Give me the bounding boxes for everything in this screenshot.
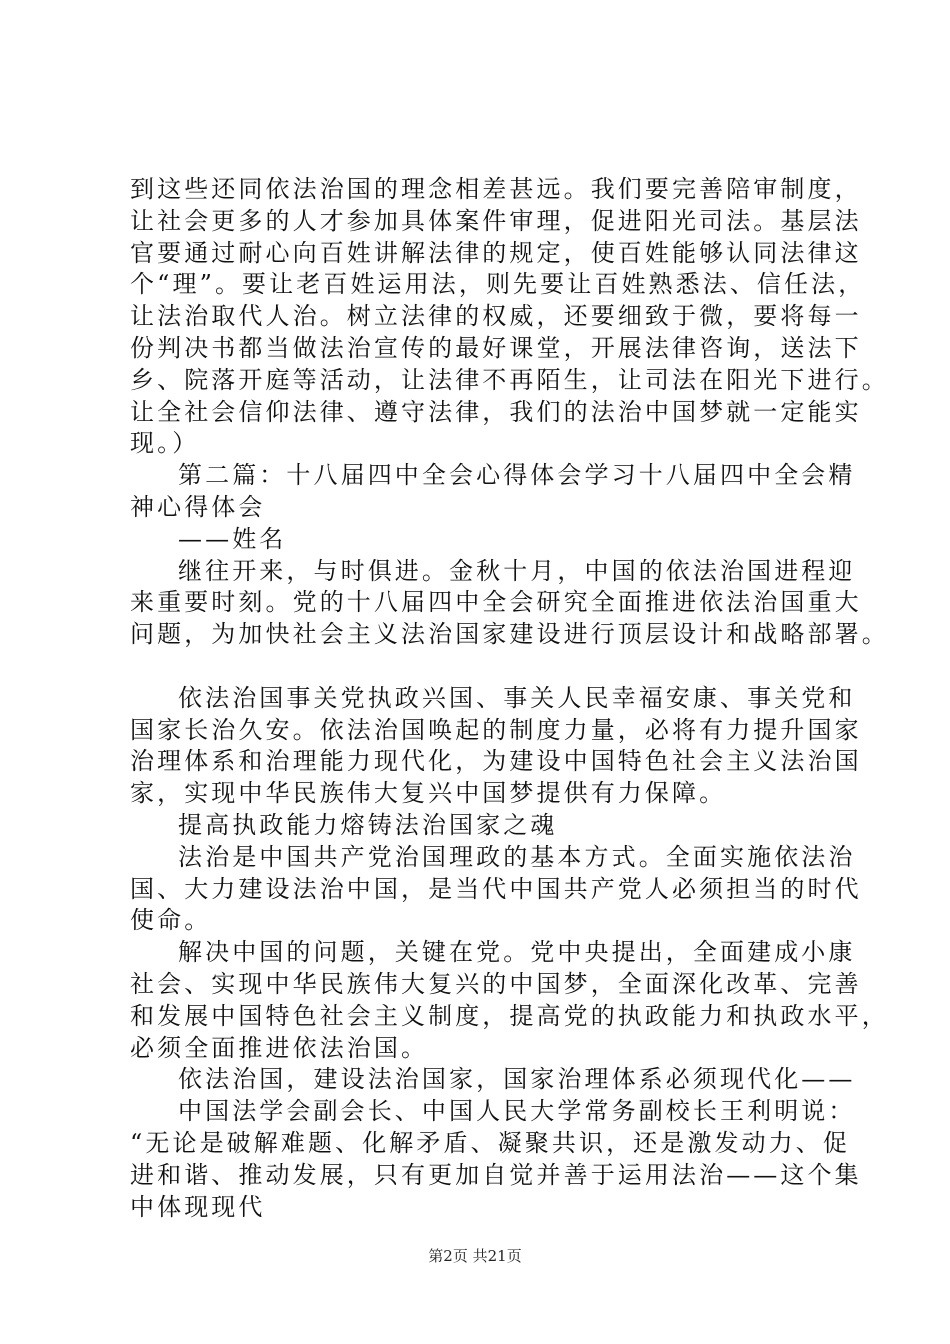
text-line: 来重要时刻。党的十八届四中全会研究全面推进依法治国重大: [130, 588, 862, 617]
text-line: 份判决书都当做法治宣传的最好课堂，开展法律咨询，送法下: [130, 333, 862, 362]
text-line: 和发展中国特色社会主义制度，提高党的执政能力和执政水平，: [130, 1001, 889, 1030]
text-line: 个“理”。要让老百姓运用法，则先要让百姓熟悉法、信任法，: [130, 270, 866, 299]
text-line: 继往开来，与时俱进。金秋十月，中国的依法治国进程迎: [178, 556, 856, 585]
text-line: 让全社会信仰法律、遵守法律，我们的法治中国梦就一定能实: [130, 397, 862, 426]
text-line: “无论是破解难题、化解矛盾、凝聚共识，还是激发动力、促: [130, 1128, 850, 1157]
text-line: 中国法学会副会长、中国人民大学常务副校长王利明说：: [178, 1097, 856, 1126]
text-line: 中体现现代: [130, 1192, 266, 1221]
text-line: 官要通过耐心向百姓讲解法律的规定，使百姓能够认同法律这: [130, 238, 862, 267]
text-line: 国家长治久安。依法治国唤起的制度力量，必将有力提升国家: [130, 715, 862, 744]
text-line: 乡、院落开庭等活动，让法律不再陌生，让司法在阳光下进行。: [130, 365, 889, 394]
text-line: 使命。: [130, 906, 212, 935]
text-line: 社会、实现中华民族伟大复兴的中国梦，全面深化改革、完善: [130, 969, 862, 998]
text-line: 国、大力建设法治中国，是当代中国共产党人必须担当的时代: [130, 874, 862, 903]
text-line: 家，实现中华民族伟大复兴中国梦提供有力保障。: [130, 779, 727, 808]
text-line: 到这些还同依法治国的理念相差甚远。我们要完善陪审制度，: [130, 175, 862, 203]
text-line: 进和谐、推动发展，只有更加自觉并善于运用法治——这个集: [130, 1160, 862, 1189]
document-body: [130, 174, 889, 1223]
author-line: ——姓名: [178, 524, 287, 553]
text-line: 必须全面推进依法治国。: [130, 1033, 429, 1062]
text-line: 依法治国，建设法治国家，国家治理体系必须现代化——: [178, 1065, 856, 1094]
text-line: 现。）: [130, 429, 200, 458]
text-line: 解决中国的问题，关键在党。党中央提出，全面建成小康: [178, 938, 856, 967]
text-line: 法治是中国共产党治国理政的基本方式。全面实施依法治: [178, 842, 856, 871]
page-footer: 第2页 共21页: [428, 1247, 522, 1265]
text-line: 依法治国事关党执政兴国、事关人民幸福安康、事关党和: [178, 683, 856, 712]
text-line: 让社会更多的人才参加具体案件审理，促进阳光司法。基层法: [130, 206, 862, 235]
section-heading-continued: 神心得体会: [130, 492, 266, 521]
section-heading: 第二篇：十八届四中全会心得体会学习十八届四中全会精: [178, 461, 856, 490]
text-line: 治理体系和治理能力现代化，为建设中国特色社会主义法治国: [130, 747, 862, 776]
subheading: 提高执政能力熔铸法治国家之魂: [178, 810, 558, 839]
text-line: 问题，为加快社会主义法治国家建设进行顶层设计和战略部署。: [130, 620, 889, 649]
blank-line: [130, 651, 850, 683]
text-line: 让法治取代人治。树立法律的权威，还要细致于微，要将每一: [130, 302, 862, 331]
